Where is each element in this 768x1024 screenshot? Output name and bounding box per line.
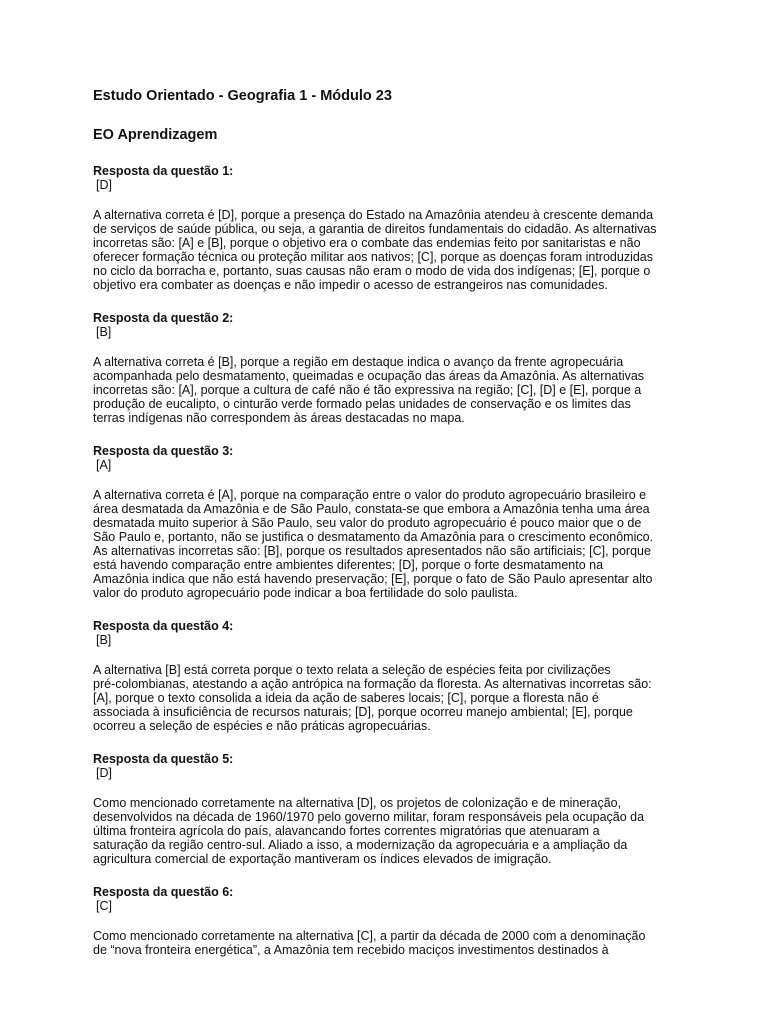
explanation-line: valor do produto agropecuário pode indicar a boa fertilidade do solo paulista. — [93, 586, 518, 600]
explanation-line: de serviços de saúde pública, ou seja, a garantia de direitos fundamentais do cidadão. As alternativas — [93, 222, 657, 236]
explanation-line: incorretas são: [A] e [B], porque o objetivo era o combate das endemias feito por sanitaristas e não — [93, 236, 641, 250]
explanation-line: desenvolvidos na década de 1960/1970 pelo governo militar, foram responsáveis pela ocupação da — [93, 810, 645, 824]
answer-block-5 — [93, 752, 683, 866]
explanation-line: ocorreu a seleção de espécies e não práticas agropecuárias. — [93, 719, 431, 733]
explanation-line: agricultura comercial de exportação mantiveram os índices elevados de imigração. — [93, 852, 552, 866]
answer-heading: Resposta da questão 3: — [93, 444, 234, 458]
answer-explanation — [93, 488, 683, 600]
explanation-line: no ciclo da borracha e, portanto, suas causas não eram o modo de vida dos indígenas; [E], porque o — [93, 264, 651, 278]
answer-block-4 — [93, 619, 683, 733]
answer-heading: Resposta da questão 5: — [93, 752, 234, 766]
answer-block-6 — [93, 885, 683, 957]
answer-list — [93, 164, 683, 957]
answer-heading: Resposta da questão 6: — [93, 885, 234, 899]
explanation-line: saturação da região centro-sul. Aliado a isso, a modernização da agropecuária e a ampliação da — [93, 838, 628, 852]
explanation-line: A alternativa correta é [A], porque na comparação entre o valor do produto agropecuário brasileiro e — [93, 488, 647, 502]
answer-heading: Resposta da questão 4: — [93, 619, 234, 633]
answer-letter: [B] — [96, 325, 112, 339]
explanation-line: está havendo comparação entre ambientes diferentes; [D], porque o forte desmatamento na — [93, 558, 604, 572]
explanation-line: A alternativa correta é [B], porque a região em destaque indica o avanço da frente agropecuária — [93, 355, 624, 369]
explanation-line: produção de eucalipto, o cinturão verde formado pelas unidades de conservação e os limites das — [93, 397, 631, 411]
explanation-line: Como mencionado corretamente na alternativa [D], os projetos de colonização e de mineração, — [93, 796, 622, 810]
explanation-line: pré-colombianas, atestando a ação antrópica na formação da floresta. As alternativas incorretas são: — [93, 677, 652, 691]
answer-heading: Resposta da questão 2: — [93, 311, 234, 325]
answer-explanation — [93, 663, 683, 733]
explanation-line: A alternativa correta é [D], porque a presença do Estado na Amazônia atendeu à crescente demanda — [93, 208, 654, 222]
explanation-line: desmatada muito superior à São Paulo, seu valor do produto agropecuário é pouco maior que o de — [93, 516, 642, 530]
answer-explanation — [93, 355, 683, 425]
section-title: EO Aprendizagem — [93, 127, 218, 143]
answer-explanation — [93, 929, 683, 957]
explanation-line: oferecer formação técnica ou proteção militar aos nativos; [C], porque as doenças foram introduzidas — [93, 250, 654, 264]
explanation-line: objetivo era combater as doenças e não impedir o acesso de estrangeiros nas comunidades. — [93, 278, 608, 292]
answer-heading: Resposta da questão 1: — [93, 164, 234, 178]
answer-block-2 — [93, 311, 683, 425]
answer-explanation — [93, 208, 683, 292]
answer-block-3 — [93, 444, 683, 600]
explanation-line: As alternativas incorretas são: [B], porque os resultados apresentados não são artificiais; [C], porque — [93, 544, 651, 558]
explanation-line: [A], porque o texto consolida a ideia da ação de saberes locais; [C], porque a floresta não é — [93, 691, 599, 705]
explanation-line: São Paulo e, portanto, não se justifica o desmatamento da Amazônia para o crescimento econômico. — [93, 530, 654, 544]
explanation-line: área desmatada da Amazônia e de São Paulo, constata-se que embora a Amazônia tenha uma área — [93, 502, 650, 516]
answer-letter: [B] — [96, 633, 112, 647]
explanation-line: incorretas são: [A], porque a cultura de café não é tão expressiva na região; [C], [D] e [E], porque a — [93, 383, 642, 397]
document-title: Estudo Orientado - Geografia 1 - Módulo 23 — [93, 88, 392, 104]
explanation-line: Como mencionado corretamente na alternativa [C], a partir da década de 2000 com a denominação — [93, 929, 646, 943]
answer-letter: [A] — [96, 458, 112, 472]
answer-letter: [D] — [96, 766, 112, 780]
document-content — [93, 86, 683, 957]
answer-explanation — [93, 796, 683, 866]
answer-letter: [C] — [96, 899, 112, 913]
explanation-line: Amazônia indica que não está havendo preservação; [E], porque o fato de São Paulo apresentar alto — [93, 572, 653, 586]
explanation-line: A alternativa [B] está correta porque o texto relata a seleção de espécies feita por civilizações — [93, 663, 611, 677]
explanation-line: acompanhada pelo desmatamento, queimadas e ocupação das áreas da Amazônia. As alternativas — [93, 369, 645, 383]
explanation-line: última fronteira agrícola do país, alavancando fortes correntes migratórias que atenuaram a — [93, 824, 600, 838]
explanation-line: de “nova fronteira energética”, a Amazônia tem recebido maciços investimentos destinados à — [93, 943, 609, 957]
answer-letter: [D] — [96, 178, 112, 192]
explanation-line: associada à insuficiência de recursos naturais; [D], porque ocorreu manejo ambiental; [E], porque — [93, 705, 633, 719]
explanation-line: terras indígenas não correspondem às áreas destacadas no mapa. — [93, 411, 465, 425]
answer-block-1 — [93, 164, 683, 292]
